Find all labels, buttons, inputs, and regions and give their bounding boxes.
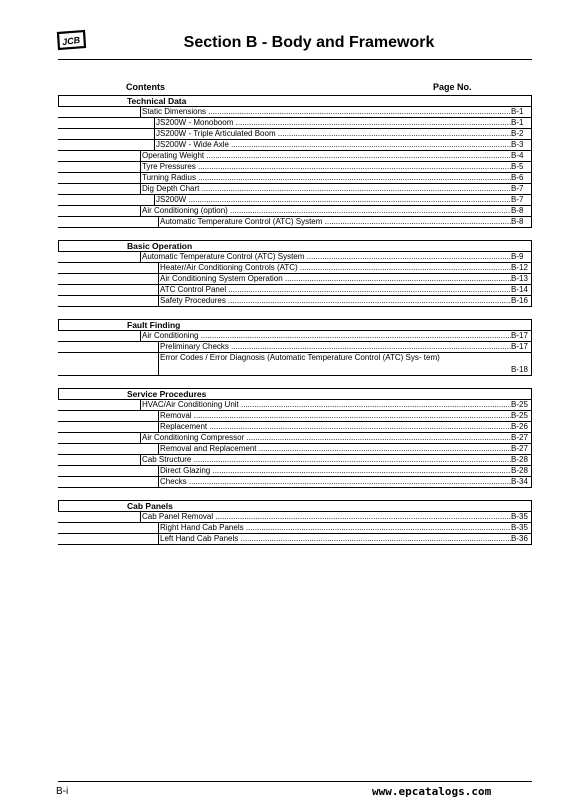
- toc-group: [58, 95, 532, 228]
- page-no-heading: Page No.: [433, 82, 472, 92]
- toc-entry-page: B-36: [511, 534, 531, 544]
- toc-entry-label: Air Conditioning (option) .....: [141, 206, 511, 216]
- toc-entry[interactable]: [58, 173, 532, 184]
- toc-entry-indent: [58, 206, 141, 216]
- footer-url: www.epcatalogs.com: [372, 785, 492, 798]
- toc-entry-indent: [58, 217, 159, 227]
- toc-group: [58, 500, 532, 545]
- toc-entry[interactable]: [58, 512, 532, 523]
- toc-entry[interactable]: [58, 107, 532, 118]
- toc-entry-label: Replacement .....: [159, 422, 511, 432]
- toc-entry-indent: [58, 195, 155, 205]
- toc-entry[interactable]: [58, 285, 532, 296]
- toc-entry-page: B-27: [511, 444, 531, 454]
- toc-entry-page: B-17: [511, 331, 531, 341]
- toc-entry[interactable]: [58, 353, 532, 376]
- toc-entry-label: Automatic Temperature Control (ATC) System .....: [141, 252, 511, 262]
- toc-entry-indent: [58, 342, 159, 352]
- toc-entry-page: B-9: [511, 252, 531, 262]
- toc-entry[interactable]: [58, 129, 532, 140]
- toc-entry-page: B-35: [511, 523, 531, 533]
- table-of-contents: [58, 95, 532, 557]
- toc-entry-page: B-4: [511, 151, 531, 161]
- toc-entry-indent: [58, 118, 155, 128]
- toc-entry-indent: [58, 129, 155, 139]
- toc-entry-page: B-35: [511, 512, 531, 522]
- toc-entry-label: Error Codes / Error Diagnosis (Automatic Temperature Control (ATC) Sys- tem): [160, 353, 440, 362]
- toc-entry[interactable]: [58, 296, 532, 307]
- toc-entry[interactable]: [58, 274, 532, 285]
- toc-entry-label: HVAC/Air Conditioning Unit .....: [141, 400, 511, 410]
- toc-entry[interactable]: [58, 342, 532, 353]
- toc-entry-indent: [58, 162, 141, 172]
- toc-entry-indent: [58, 411, 159, 421]
- toc-entry-label: Direct Glazing .....: [159, 466, 511, 476]
- toc-group-title: Cab Panels: [58, 500, 532, 512]
- toc-entry-indent: [58, 140, 155, 150]
- toc-entry-indent: [58, 400, 141, 410]
- toc-entry-page: B-1: [511, 118, 531, 128]
- toc-entry-page: B-3: [511, 140, 531, 150]
- toc-entry-page: B-25: [511, 411, 531, 421]
- toc-entry-indent: [58, 274, 159, 284]
- toc-entry-label: Turning Radius .....: [141, 173, 511, 183]
- toc-entry[interactable]: [58, 118, 532, 129]
- toc-entry[interactable]: [58, 140, 532, 151]
- toc-entry-page: B-18: [511, 365, 531, 375]
- toc-group: [58, 388, 532, 488]
- toc-entry-page: B-14: [511, 285, 531, 295]
- toc-entry-page: B-1: [511, 107, 531, 117]
- toc-entry-label: JS200W - Monoboom .....: [155, 118, 511, 128]
- bottom-divider: [58, 781, 532, 782]
- toc-entry-label: Operating Weight .....: [141, 151, 511, 161]
- toc-entry[interactable]: [58, 331, 532, 342]
- toc-entry-page: B-27: [511, 433, 531, 443]
- toc-entry-page: B-6: [511, 173, 531, 183]
- toc-group: [58, 319, 532, 376]
- toc-entry-indent: [58, 466, 159, 476]
- toc-entry[interactable]: [58, 466, 532, 477]
- toc-group-title: Basic Operation: [58, 240, 532, 252]
- toc-entry-page: B-12: [511, 263, 531, 273]
- toc-entry-indent: [58, 422, 159, 432]
- toc-entry-indent: [58, 252, 141, 262]
- toc-entry-label: Heater/Air Conditioning Controls (ATC) .....: [159, 263, 511, 273]
- toc-entry-page: B-13: [511, 274, 531, 284]
- toc-entry-page: B-7: [511, 195, 531, 205]
- toc-entry-indent: [58, 455, 141, 465]
- toc-entry[interactable]: [58, 400, 532, 411]
- toc-entry-label: Removal and Replacement .....: [159, 444, 511, 454]
- footer-page-number: B-i: [56, 786, 69, 797]
- section-title: Section B - Body and Framework: [183, 34, 435, 51]
- toc-entry-label: Tyre Pressures .....: [141, 162, 511, 172]
- toc-entry-indent: [58, 173, 141, 183]
- toc-entry[interactable]: [58, 195, 532, 206]
- toc-entry-indent: [58, 263, 159, 273]
- toc-entry-label: ATC Control Panel .....: [159, 285, 511, 295]
- top-divider: [58, 59, 532, 60]
- toc-group: [58, 240, 532, 307]
- toc-entry-page: B-5: [511, 162, 531, 172]
- svg-text:JCB: JCB: [61, 34, 81, 48]
- toc-entry-label: Air Conditioning Compressor .....: [141, 433, 511, 443]
- toc-entry-indent: [58, 523, 159, 533]
- toc-entry-page: B-7: [511, 184, 531, 194]
- toc-entry-label: JS200W - Wide Axle .....: [155, 140, 511, 150]
- toc-entry-label: Removal .....: [159, 411, 511, 421]
- toc-entry-label: Left Hand Cab Panels .....: [159, 534, 511, 544]
- toc-entry-indent: [58, 433, 141, 443]
- toc-group-title: Service Procedures: [58, 388, 532, 400]
- toc-entry-label: Air Conditioning System Operation .....: [159, 274, 511, 284]
- toc-entry-indent: [58, 331, 141, 341]
- toc-entry[interactable]: [58, 217, 532, 228]
- toc-entry-label: Right Hand Cab Panels .....: [159, 523, 511, 533]
- toc-entry-label: Cab Panel Removal .....: [141, 512, 511, 522]
- toc-entry-label: Dig Depth Chart .....: [141, 184, 511, 194]
- toc-entry-indent: [58, 296, 159, 306]
- toc-group-title: Fault Finding: [58, 319, 532, 331]
- contents-heading: Contents: [126, 82, 165, 92]
- toc-entry-page: B-28: [511, 455, 531, 465]
- toc-entry[interactable]: [58, 162, 532, 173]
- toc-entry[interactable]: [58, 411, 532, 422]
- toc-entry-page: B-16: [511, 296, 531, 306]
- toc-group-title: Technical Data: [58, 95, 532, 107]
- toc-entry[interactable]: [58, 151, 532, 162]
- toc-entry-page: B-2: [511, 129, 531, 139]
- toc-entry[interactable]: [58, 523, 532, 534]
- toc-entry-indent: [58, 151, 141, 161]
- toc-entry-label: JS200W - Triple Articulated Boom .....: [155, 129, 511, 139]
- toc-entry[interactable]: [58, 206, 532, 217]
- toc-entry[interactable]: [58, 444, 532, 455]
- toc-entry-page: B-28: [511, 466, 531, 476]
- toc-entry[interactable]: [58, 433, 532, 444]
- toc-entry[interactable]: [58, 477, 532, 488]
- toc-entry[interactable]: [58, 252, 532, 263]
- toc-entry-page: B-25: [511, 400, 531, 410]
- toc-entry[interactable]: [58, 455, 532, 466]
- toc-entry-page: B-34: [511, 477, 531, 487]
- toc-entry-page: B-8: [511, 206, 531, 216]
- toc-entry[interactable]: [58, 263, 532, 274]
- toc-entry-indent: [58, 107, 141, 117]
- toc-entry-label: Air Conditioning .....: [141, 331, 511, 341]
- toc-entry-label: Safety Procedures .....: [159, 296, 511, 306]
- toc-entry-label: Cab Structure .....: [141, 455, 511, 465]
- toc-entry-indent: [58, 477, 159, 487]
- toc-entry-indent: [58, 184, 141, 194]
- toc-entry-label: Static Dimensions .....: [141, 107, 511, 117]
- toc-entry[interactable]: [58, 422, 532, 433]
- toc-entry[interactable]: [58, 184, 532, 195]
- toc-entry-label: Automatic Temperature Control (ATC) System .....: [159, 217, 511, 227]
- toc-entry[interactable]: [58, 534, 532, 545]
- toc-entry-indent: [58, 512, 141, 522]
- toc-entry-label: JS200W .....: [155, 195, 511, 205]
- toc-entry-page: B-17: [511, 342, 531, 352]
- toc-entry-indent: [58, 285, 159, 295]
- toc-entry-indent: [58, 534, 159, 544]
- toc-entry-label: Checks .....: [159, 477, 511, 487]
- toc-entry-label: Preliminary Checks .....: [159, 342, 511, 352]
- toc-entry-indent: [58, 353, 159, 375]
- toc-entry-page: B-26: [511, 422, 531, 432]
- toc-entry-indent: [58, 444, 159, 454]
- toc-entry-page: B-8: [511, 217, 531, 227]
